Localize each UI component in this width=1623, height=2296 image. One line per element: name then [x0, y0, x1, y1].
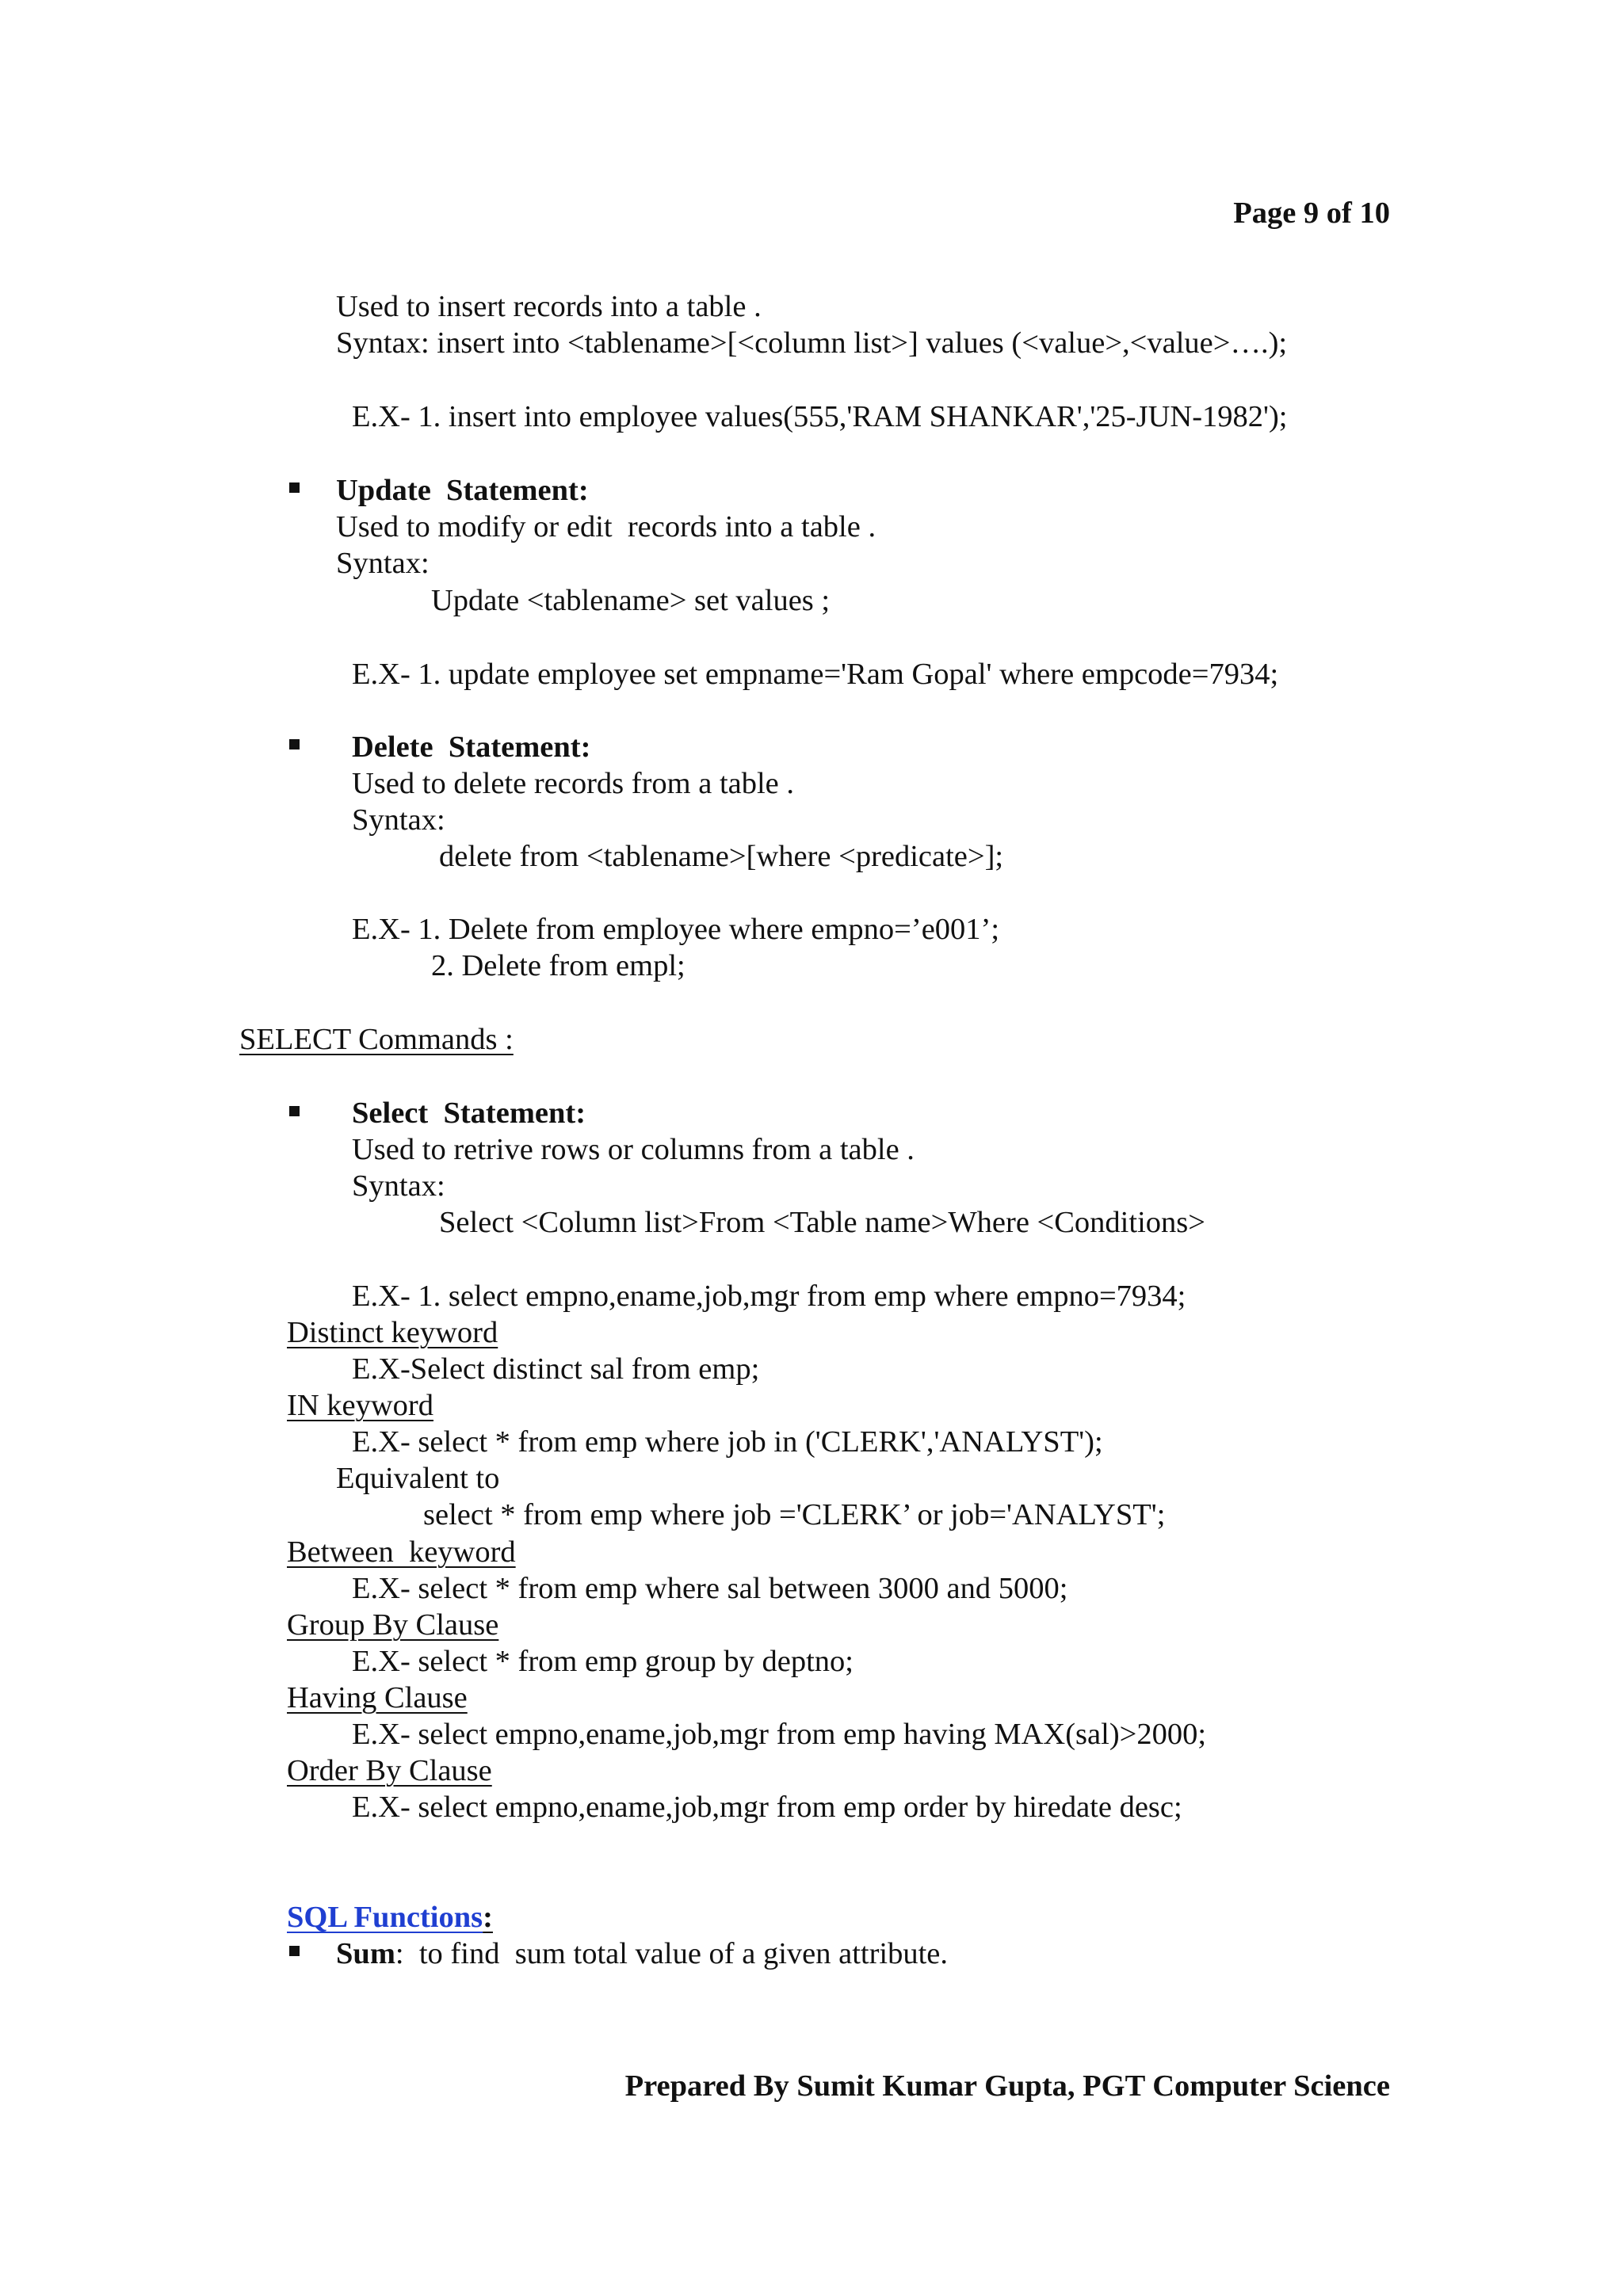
- select-example: E.X- 1. select empno,ename,job,mgr from emp where empno=7934;: [352, 1280, 1186, 1313]
- sum-label: Sum: [336, 1937, 395, 1970]
- select-syntax: Select <Column list>From <Table name>Where <Conditions>: [439, 1206, 1205, 1239]
- distinct-keyword-title: Distinct keyword: [287, 1316, 498, 1349]
- update-example: E.X- 1. update employee set empname='Ram Gopal' where empcode=7934;: [352, 658, 1279, 691]
- insert-description: Used to insert records into a table .: [336, 290, 762, 323]
- delete-heading: Delete Statement:: [352, 730, 591, 764]
- delete-description: Used to delete records from a table .: [352, 767, 795, 800]
- order-by-example: E.X- select empno,ename,job,mgr from emp order by hiredate desc;: [352, 1791, 1182, 1824]
- sum-line: [336, 1936, 948, 1972]
- having-title: Having Clause: [287, 1681, 468, 1714]
- having-example: E.X- select empno,ename,job,mgr from emp having MAX(sal)>2000;: [352, 1718, 1207, 1751]
- update-heading: Update Statement:: [336, 474, 589, 507]
- bullet-icon: [289, 1946, 300, 1956]
- bullet-icon: [289, 1106, 300, 1116]
- equivalent-label: Equivalent to: [336, 1462, 500, 1495]
- order-by-title: Order By Clause: [287, 1754, 492, 1787]
- select-heading: Select Statement:: [352, 1097, 586, 1130]
- in-example: E.X- select * from emp where job in ('CLERK','ANALYST');: [352, 1425, 1103, 1459]
- delete-syntax-label: Syntax:: [352, 803, 445, 837]
- distinct-example: E.X-Select distinct sal from emp;: [352, 1352, 760, 1386]
- equivalent-example: select * from emp where job ='CLERK’ or job='ANALYST';: [423, 1498, 1166, 1531]
- update-syntax-label: Syntax:: [336, 547, 430, 580]
- select-syntax-label: Syntax:: [352, 1169, 445, 1203]
- group-by-title: Group By Clause: [287, 1608, 499, 1642]
- update-syntax: Update <tablename> set values ;: [431, 584, 831, 617]
- select-commands-title: SELECT Commands :: [239, 1023, 514, 1056]
- sql-functions-link[interactable]: SQL Functions: [287, 1901, 483, 1934]
- between-keyword-title: Between keyword: [287, 1535, 516, 1569]
- between-example: E.X- select * from emp where sal between 3000 and 5000;: [352, 1572, 1068, 1605]
- insert-example: E.X- 1. insert into employee values(555,'RAM SHANKAR','25-JUN-1982');: [352, 400, 1288, 433]
- sum-description: : to find sum total value of a given attribute.: [395, 1937, 949, 1970]
- bullet-icon: [289, 739, 300, 749]
- bullet-icon: [289, 482, 300, 493]
- delete-example-2: 2. Delete from empl;: [431, 949, 685, 982]
- in-keyword-title: IN keyword: [287, 1389, 433, 1422]
- delete-syntax: delete from <tablename>[where <predicate>];: [439, 840, 1004, 873]
- group-by-example: E.X- select * from emp group by deptno;: [352, 1645, 854, 1678]
- delete-example-1: E.X- 1. Delete from employee where empno=’e001’;: [352, 913, 1000, 946]
- select-description: Used to retrive rows or columns from a table .: [352, 1133, 915, 1166]
- insert-syntax: Syntax: insert into <tablename>[<column list>] values (<value>,<value>….);: [336, 326, 1288, 360]
- page-number: Page 9 of 10: [1233, 196, 1390, 230]
- sql-functions-heading: [287, 1899, 493, 1936]
- sql-functions-colon: :: [483, 1901, 493, 1934]
- footer-credit: Prepared By Sumit Kumar Gupta, PGT Computer Science: [624, 2069, 1390, 2103]
- update-description: Used to modify or edit records into a table .: [336, 510, 876, 543]
